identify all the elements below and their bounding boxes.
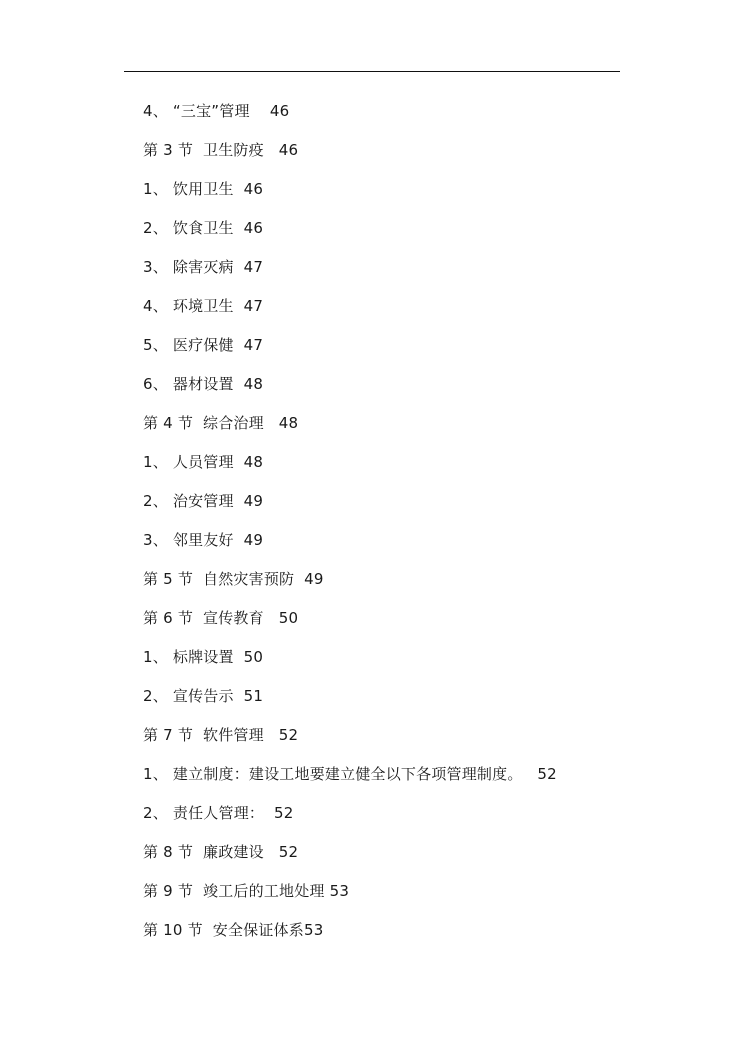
toc-entry-drinking-hygiene: 1、 饮用卫生 46 [143,180,264,198]
toc-entry-neighborhood: 3、 邻里友好 49 [143,531,264,549]
toc-entry-pest-control: 3、 除害灭病 47 [143,258,264,276]
toc-section-10-safety-system: 第 10 节 安全保证体系53 [143,921,324,939]
toc-entry-personnel-management: 1、 人员管理 48 [143,453,264,471]
toc-section-3-hygiene: 第 3 节 卫生防疫 46 [143,141,299,159]
toc-entry-security-management: 2、 治安管理 49 [143,492,264,510]
toc-section-9-post-completion: 第 9 节 竣工后的工地处理 53 [143,882,350,900]
toc-entry-responsibility: 2、 责任人管理： 52 [143,804,294,822]
toc-entry-medical-care: 5、 医疗保健 47 [143,336,264,354]
header-rule [124,71,620,72]
toc-entry-establish-rules: 1、 建立制度：建设工地要建立健全以下各项管理制度。 52 [143,765,557,783]
toc-entry-environment-hygiene: 4、 环境卫生 47 [143,297,264,315]
toc-entry-equipment-setup: 6、 器材设置 48 [143,375,264,393]
table-of-contents [143,98,703,956]
toc-entry-notices: 2、 宣传告示 51 [143,687,264,705]
toc-entry-food-hygiene: 2、 饮食卫生 46 [143,219,264,237]
toc-section-7-software-management: 第 7 节 软件管理 52 [143,726,299,744]
toc-entry-sanbao-management: 4、 “三宝”管理 46 [143,102,290,120]
toc-section-6-publicity: 第 6 节 宣传教育 50 [143,609,299,627]
toc-section-5-disaster-prevention: 第 5 节 自然灾害预防 49 [143,570,324,588]
toc-section-8-integrity: 第 8 节 廉政建设 52 [143,843,299,861]
toc-section-4-governance: 第 4 节 综合治理 48 [143,414,299,432]
toc-entry-signage: 1、 标牌设置 50 [143,648,264,666]
